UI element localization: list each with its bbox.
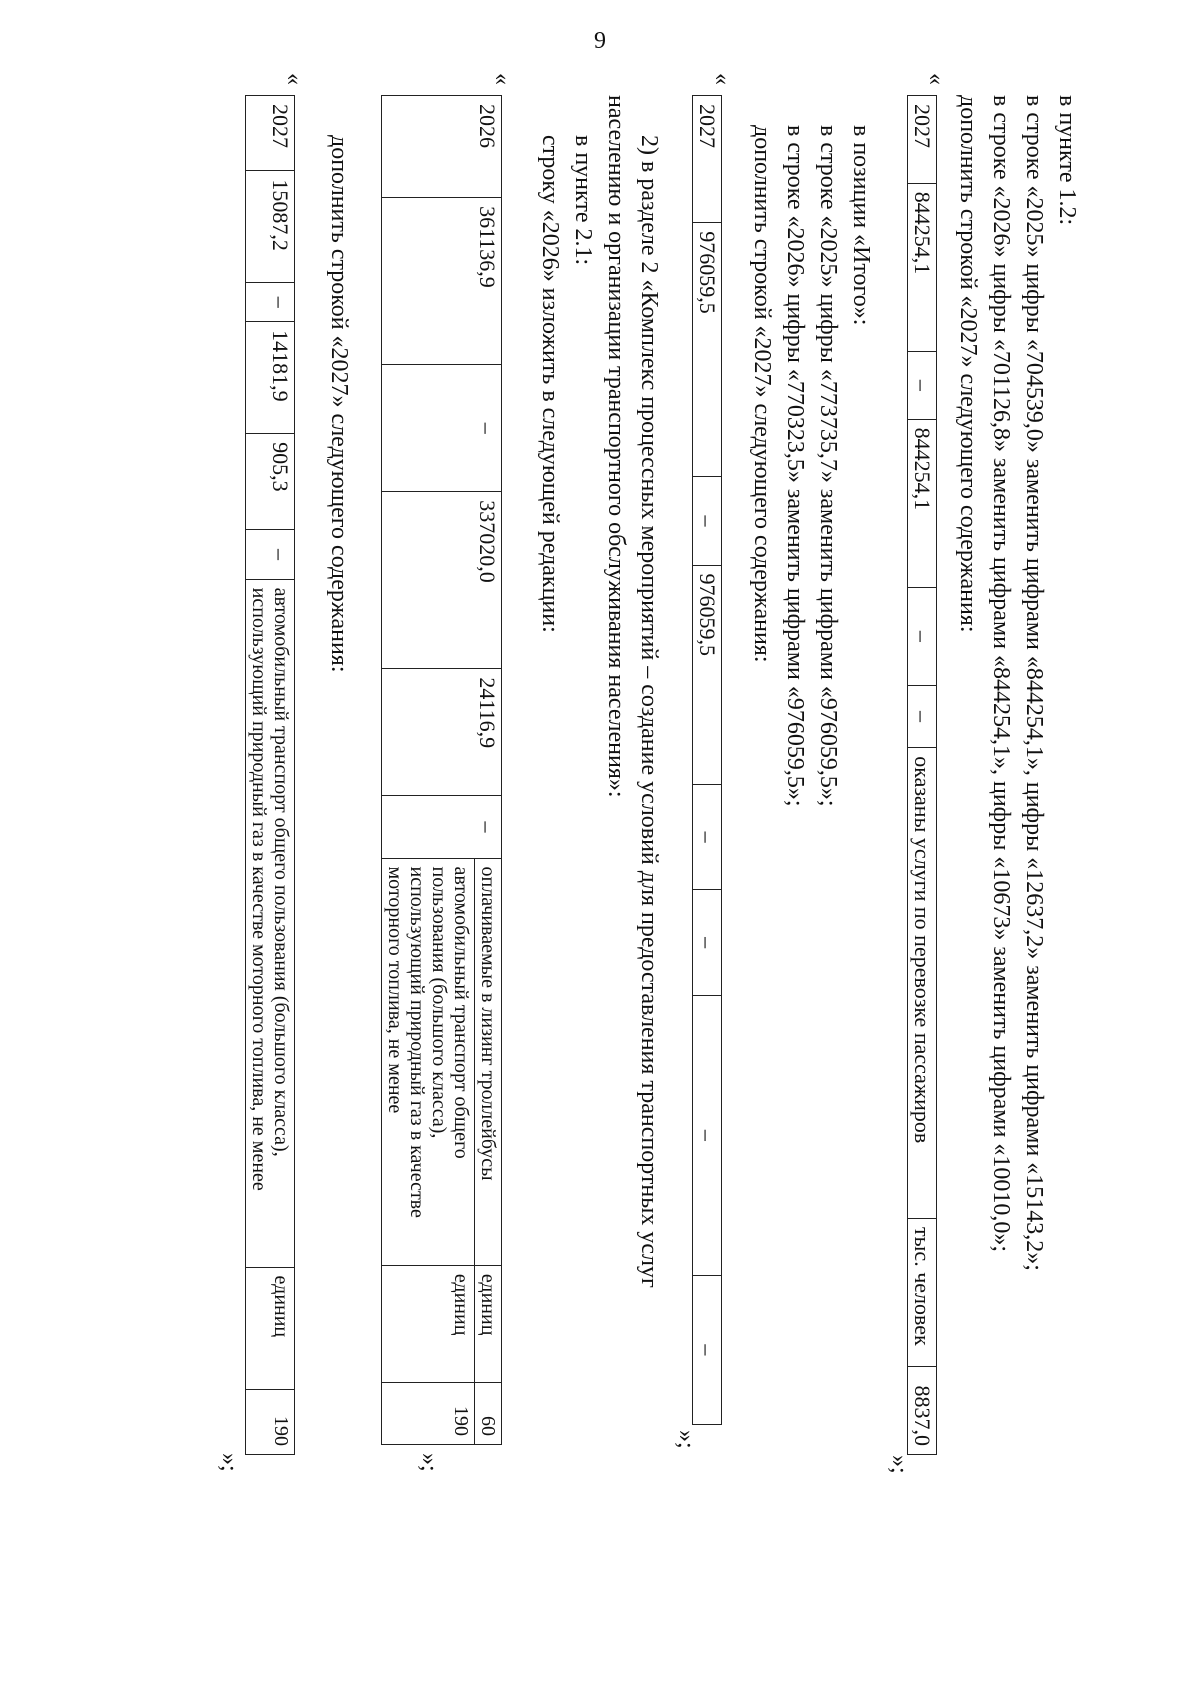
text-line: строку «2026» изложить в следующей редакции:: [537, 135, 563, 633]
block1-text: [951, 95, 1083, 1271]
table-cell: 190: [382, 1382, 475, 1444]
table-block3: [381, 95, 502, 1445]
table-cell: автомобильный транспорт общего пользования (большого класса), использующий природный газ в качестве моторного топлива, не менее: [382, 858, 475, 1265]
table-cell: единиц: [382, 1265, 475, 1382]
table-cell: 905,3: [246, 434, 295, 530]
table-cell: 15087,2: [246, 171, 295, 283]
cell-year: 2027: [246, 96, 295, 171]
table-row: [908, 96, 937, 1455]
rotated-content: [87, 73, 1097, 1605]
text-line: в строке «2026» цифры «770323,5» заменить цифрами «976059,5»;: [782, 125, 808, 807]
text-line: в строке «2026» цифры «701126,8» заменить цифрами «844254,1», цифры «10673» заменить цифрами «10010,0»;: [988, 95, 1014, 1253]
open-quote: «: [281, 73, 307, 85]
table-cell: единиц: [475, 1265, 502, 1382]
table-cell: –: [908, 352, 937, 420]
text-line: дополнить строкой «2027» следующего содержания:: [955, 95, 981, 633]
table-cell: –: [693, 784, 722, 890]
close-quote: »;: [673, 1430, 699, 1449]
table-cell: –: [246, 530, 295, 579]
table-cell: –: [693, 995, 722, 1275]
table-cell: –: [693, 1275, 722, 1424]
text-line: в строке «2025» цифры «773735,7» заменить цифрами «976059,5»;: [815, 125, 841, 807]
text-line: дополнить строкой «2027» следующего содержания:: [326, 135, 352, 673]
text-line: 2) в разделе 2 «Комплекс процессных мероприятий – создание условий для предоставления транспортных услуг: [636, 135, 662, 1288]
cell-year: 2027: [693, 96, 722, 223]
open-quote: «: [923, 73, 949, 85]
cell-year: 2027: [908, 96, 937, 184]
table-row: [475, 96, 502, 1445]
table-row: [693, 96, 722, 1425]
close-quote: »;: [216, 1453, 242, 1472]
block4-text: [322, 135, 355, 673]
page-number: 9: [594, 28, 606, 54]
table-cell: 976059,5: [693, 223, 722, 477]
table-cell: автомобильный транспорт общего пользования (большого класса), использующий природный газ в качестве моторного топлива, не менее: [246, 579, 295, 1267]
open-quote: «: [709, 73, 735, 85]
table-cell: 14181,9: [246, 322, 295, 434]
table-cell: 361136,9: [382, 198, 502, 365]
close-quote: »;: [416, 1453, 442, 1472]
table-cell: 337020,0: [382, 492, 502, 669]
text-line: населению и организации транспортного обслуживания населения»:: [603, 95, 629, 798]
table-cell: –: [908, 685, 937, 748]
table-cell: –: [382, 365, 502, 492]
block2-text: [745, 125, 877, 807]
text-line: дополнить строкой «2027» следующего содержания:: [749, 125, 775, 663]
table-cell: 60: [475, 1382, 502, 1444]
table-block1: [907, 95, 937, 1455]
table-cell: 24116,9: [382, 669, 502, 796]
table-block4: [245, 95, 295, 1455]
table-cell: тыс. человек: [908, 1219, 937, 1367]
table-cell: –: [246, 283, 295, 322]
table-cell: 190: [246, 1390, 295, 1455]
table-cell: 8837,0: [908, 1367, 937, 1455]
text-line: в строке «2025» цифры «704539,0» заменить цифрами «844254,1», цифры «12637,2» заменить цифрами «15143,2»;: [1021, 95, 1047, 1271]
cell-year: 2026: [382, 96, 502, 198]
table-cell: единиц: [246, 1267, 295, 1389]
table-cell: –: [693, 477, 722, 565]
table-cell: 976059,5: [693, 565, 722, 784]
table-cell: оплачиваемые в лизинг троллейбусы: [475, 858, 502, 1265]
table-cell: –: [382, 796, 502, 858]
block3-text: [533, 95, 665, 1288]
table-cell: 844254,1: [908, 183, 937, 351]
text-line: в пункте 2.1:: [570, 135, 596, 266]
open-quote: «: [489, 73, 515, 85]
close-quote: »;: [886, 1455, 912, 1474]
text-line: в пункте 1.2:: [1054, 95, 1080, 226]
table-cell: оказаны услуги по перевозке пассажиров: [908, 748, 937, 1219]
table-row: [246, 96, 295, 1455]
text-line: в позиции «Итого»:: [848, 125, 874, 326]
table-block2: [692, 95, 722, 1425]
table-cell: –: [693, 890, 722, 996]
table-cell: 844254,1: [908, 419, 937, 587]
table-cell: –: [908, 587, 937, 685]
